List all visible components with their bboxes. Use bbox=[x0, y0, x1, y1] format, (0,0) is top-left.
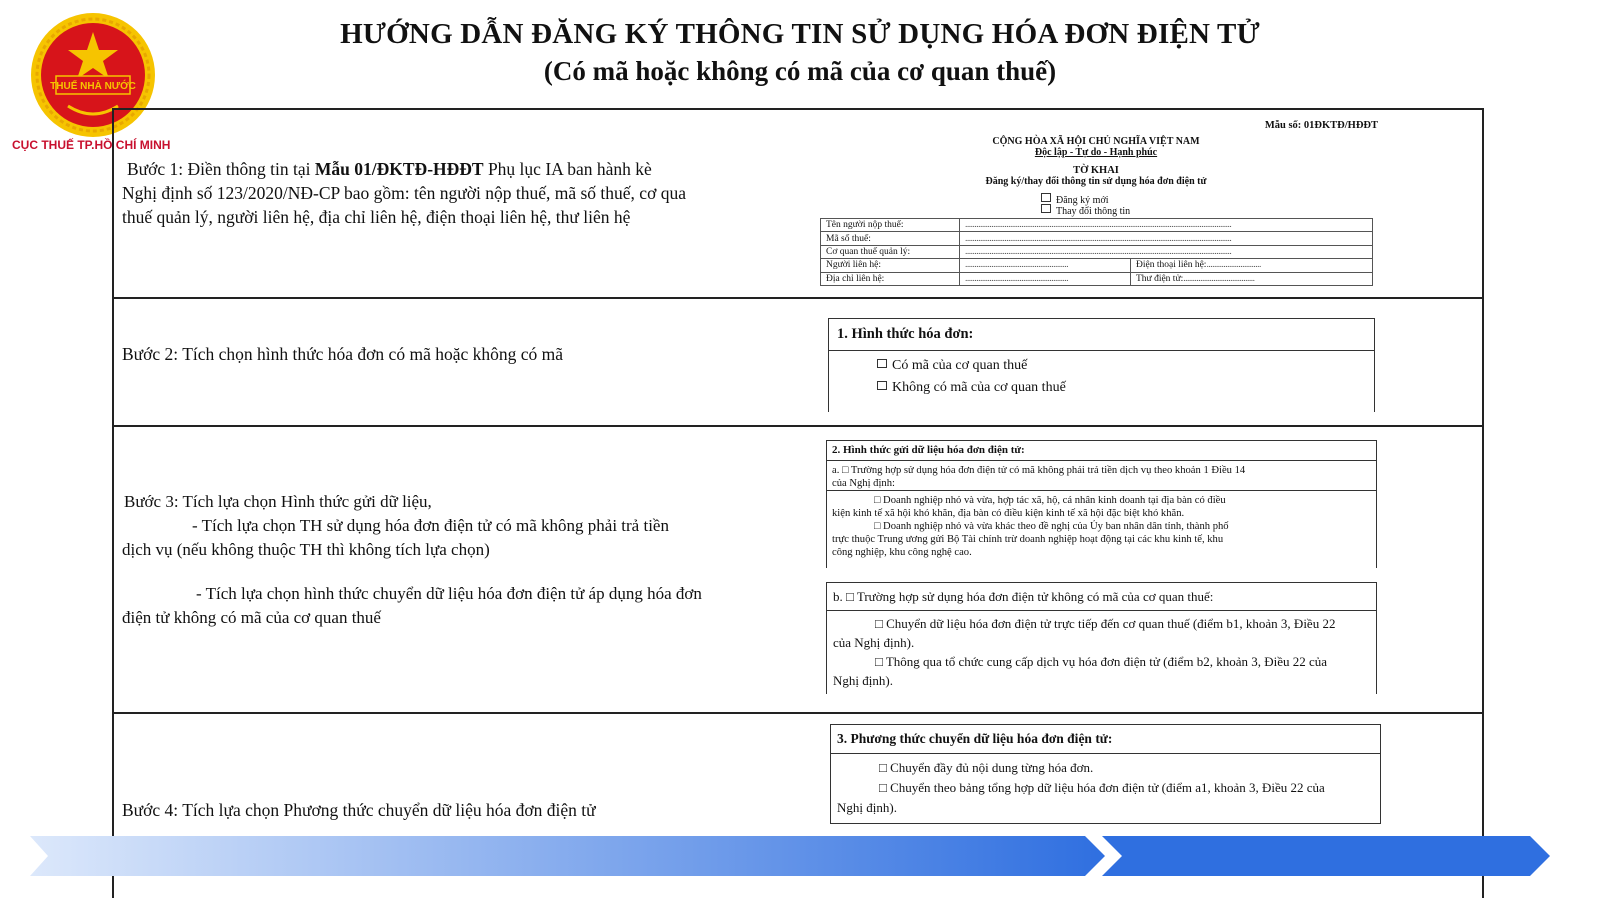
invoice-type-header: 1. Hình thức hóa đơn: bbox=[829, 319, 1374, 351]
form-option-change: Thay đổi thông tin bbox=[1041, 204, 1130, 217]
form-motto: Độc lập - Tự do - Hạnh phúc bbox=[1034, 147, 1158, 158]
page-title: HƯỚNG DẪN ĐĂNG KÝ THÔNG TIN SỬ DỤNG HÓA ĐƠN ĐIỆN TỬ bbox=[340, 18, 1260, 50]
field-email: Thư điện tử: bbox=[1136, 273, 1184, 284]
page-subtitle: (Có mã hoặc không có mã của cơ quan thuế) bbox=[543, 56, 1057, 86]
section-divider bbox=[112, 297, 1484, 299]
data-sending-suboptions: □ Doanh nghiệp nhỏ và vừa, hợp tác xã, hộ, cá nhân kinh doanh tại địa bàn có điều kiện kinh tế xã hội khó khăn, địa bàn có điều kiện kinh tế xã hội đặc biệt khó khăn. □ Doanh nghiệp nhỏ và vừa khác theo đề nghị của Ủy ban nhân dân tỉnh, thành phố trực thuộc Trung ương gửi Bộ Tài chính trừ doanh nghiệp hoạt động tại các khu kinh tế, khu công nghiệp, khu công nghệ cao. bbox=[832, 495, 1229, 558]
form-doc-title: TỜ KHAI bbox=[1073, 165, 1119, 176]
form-uncoded-sending-box bbox=[826, 582, 1377, 694]
form-transfer-method-box bbox=[830, 724, 1381, 824]
uncoded-sending-options: □ Chuyển dữ liệu hóa đơn điện tử trực tiếp đến cơ quan thuế (điểm b1, khoản 3, Điều 22 của Nghị định). □ Thông qua tổ chức cung cấp dịch vụ hóa đơn điện tử (điểm b2, khoản 3, Điều 22 của Nghị định). bbox=[833, 616, 1336, 688]
step-4-text: Bước 4: Tích lựa chọn Phương thức chuyển dữ liệu hóa đơn điện tử bbox=[122, 800, 596, 820]
data-sending-option-a: a. □ Trường hợp sử dụng hóa đơn điện tử có mã không phải trả tiền dịch vụ theo khoản 1 Điều 14 của Nghị định: bbox=[827, 461, 1376, 491]
form-doc-subtitle: Đăng ký/thay đổi thông tin sử dụng hóa đơn điện tử bbox=[985, 176, 1207, 187]
decorative-arrow-band bbox=[30, 836, 1560, 876]
svg-text:THUẾ NHÀ NƯỚC: THUẾ NHÀ NƯỚC bbox=[50, 81, 136, 92]
form-number: Mẫu số: 01ĐKTĐ/HĐĐT bbox=[1264, 120, 1378, 131]
form-invoice-type-box bbox=[828, 318, 1375, 412]
section-divider bbox=[112, 712, 1484, 714]
transfer-method-header: 3. Phương thức chuyển dữ liệu hóa đơn điện tử: bbox=[831, 725, 1380, 754]
uncoded-sending-header: b. □ Trường hợp sử dụng hóa đơn điện tử không có mã của cơ quan thuế: bbox=[827, 583, 1376, 611]
field-tax-office: Cơ quan thuế quản lý: bbox=[821, 245, 960, 258]
field-taxpayer-name: Tên người nộp thuế: bbox=[821, 219, 960, 232]
section-divider bbox=[112, 425, 1484, 427]
form-option-new: Đăng ký mới bbox=[1041, 193, 1109, 206]
step-1-text: Bước 1: Điền thông tin tại Mẫu 01/ĐKTĐ-HĐĐT Phụ lục IA ban hành kè Nghị định số 123/2020/NĐ-CP bao gồm: tên người nộp thuế, mã số thuế, cơ qua thuế quản lý, người liên hệ, địa chỉ liên hệ, điện thoại liên hệ, thư liên hệ bbox=[122, 159, 686, 227]
data-sending-header: 2. Hình thức gửi dữ liệu hóa đơn điện tử: bbox=[827, 441, 1376, 461]
field-contact-address: Địa chỉ liên hệ: bbox=[821, 272, 960, 285]
step-3-text: Bước 3: Tích lựa chọn Hình thức gửi dữ liệu, - Tích lựa chọn TH sử dụng hóa đơn điện tử có mã không phải trả tiền dịch vụ (nếu không thuộc TH thì không tích lựa chọn) - Tích lựa chọn hình thức chuyển dữ liệu hóa đơn điện tử áp dụng hóa đơn điện tử không có mã của cơ quan thuế bbox=[122, 492, 702, 627]
form-01-excerpt bbox=[826, 118, 1408, 294]
step-2-text: Bước 2: Tích chọn hình thức hóa đơn có mã hoặc không có mã bbox=[122, 344, 564, 364]
field-tax-code: Mã số thuế: bbox=[821, 232, 960, 245]
invoice-type-option-coded: Có mã của cơ quan thuế bbox=[829, 351, 1374, 374]
transfer-method-options: □ Chuyển đầy đủ nội dung từng hóa đơn. □ Chuyển theo bảng tổng hợp dữ liệu hóa đơn điện tử (điểm a1, khoản 3, Điều 22 của Nghị định). bbox=[837, 760, 1325, 815]
form-nation: CỘNG HÒA XÃ HỘI CHỦ NGHĨA VIỆT NAM bbox=[992, 136, 1200, 147]
agency-name: CỤC THUẾ TP.HỒ CHÍ MINH bbox=[12, 138, 171, 152]
form-data-sending-box bbox=[826, 440, 1377, 568]
invoice-type-option-uncoded: Không có mã của cơ quan thuế bbox=[829, 374, 1374, 396]
form-info-table: Tên người nộp thuế: .............................................................................................................................................. Mã số thuế: .............................................................................................................................................. Cơ quan thuế quản lý: .............................................................................................................................................. Người liên hệ: ....................................................... Điện thoại liên hệ:............................. Địa chỉ liên hệ: ....................................................... Thư điện tử:...................................... bbox=[820, 218, 1373, 286]
field-contact-person: Người liên hệ: bbox=[821, 259, 960, 272]
field-contact-phone: Điện thoại liên hệ: bbox=[1136, 260, 1207, 271]
